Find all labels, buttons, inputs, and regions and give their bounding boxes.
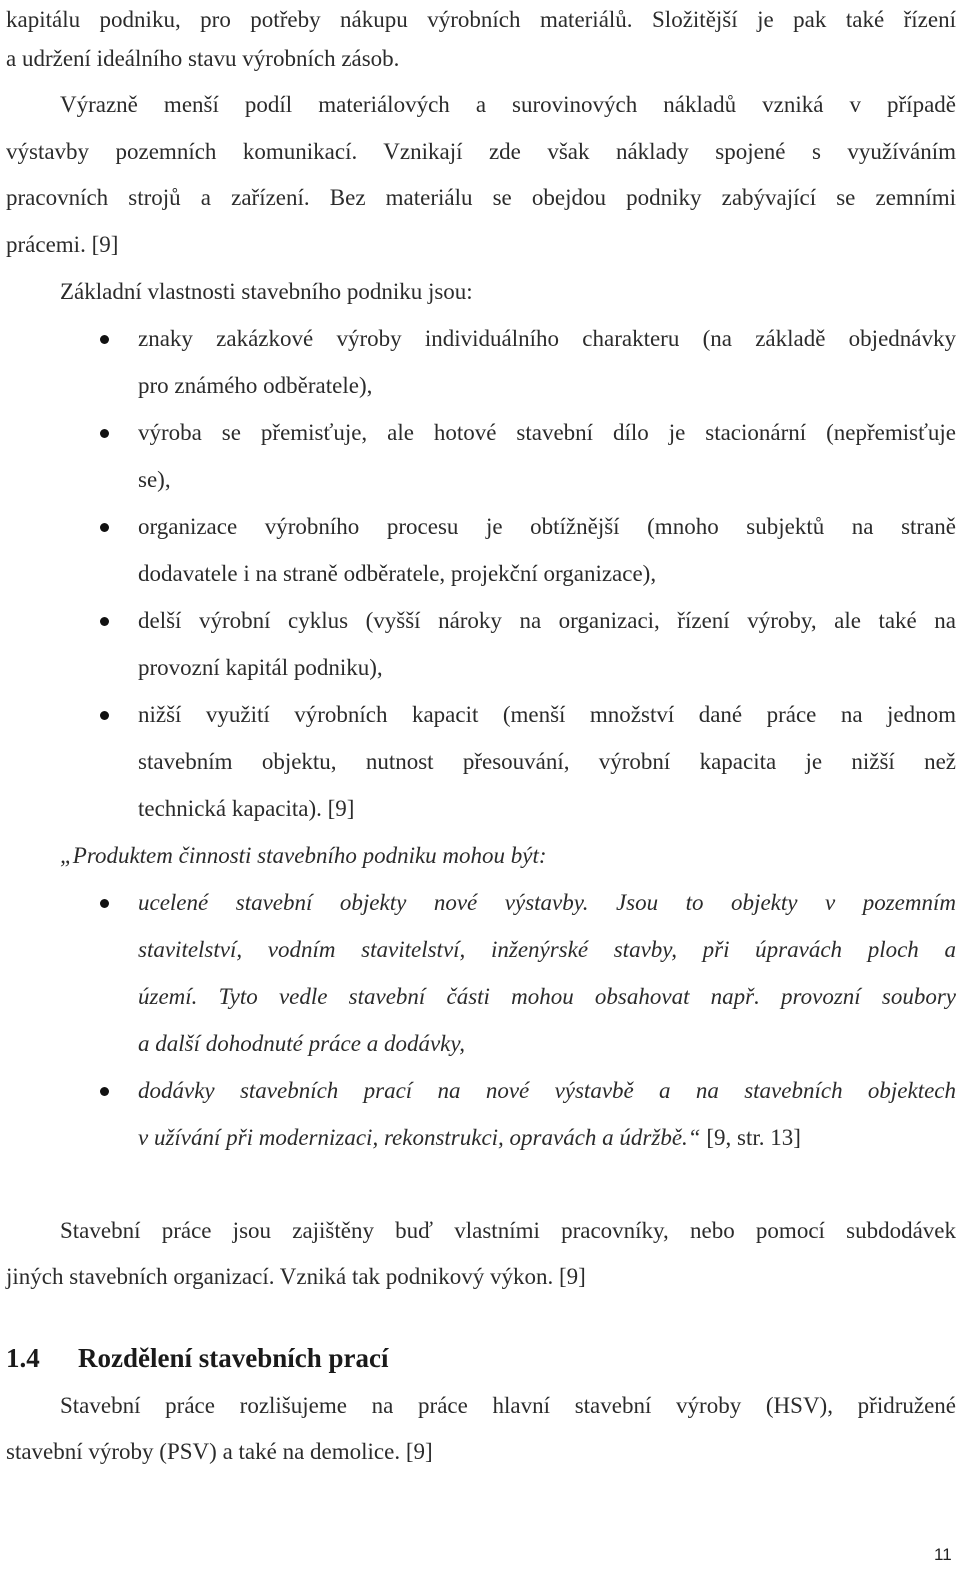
text-line: pracovních strojů a zařízení. Bez materiálu se obejdou podniky zabývající se zemními: [6, 185, 956, 210]
list-item-line: technická kapacita). [9]: [138, 796, 355, 821]
list-item-line: a další dohodnuté práce a dodávky,: [138, 1031, 466, 1056]
bullet-icon: [100, 429, 109, 438]
bullet-icon: [100, 335, 109, 344]
text-line: a udržení ideálního stavu výrobních zásob.: [6, 46, 400, 71]
text-line: Stavební práce rozlišujeme na práce hlavní stavební výroby (HSV), přidružené: [60, 1393, 956, 1418]
section-title: Rozdělení stavebních prací: [78, 1343, 389, 1373]
text-line: výstavby pozemních komunikací. Vznikají zde však náklady spojené s využíváním: [6, 139, 956, 164]
page-number: 11: [934, 1545, 952, 1564]
citation: [9, str. 13]: [700, 1125, 801, 1150]
list-item-line: se),: [138, 467, 171, 492]
section-heading: [6, 1341, 389, 1375]
bullet-icon: [100, 711, 109, 720]
list-item-line: znaky zakázkové výroby individuálního charakteru (na základě objednávky: [138, 326, 956, 351]
text-line: kapitálu podniku, pro potřeby nákupu výrobních materiálů. Složitější je pak také řízení: [6, 7, 956, 32]
list-item-line: delší výrobní cyklus (vyšší nároky na organizaci, řízení výroby, ale také na: [138, 608, 956, 633]
quote-intro: „Produktem činnosti stavebního podniku mohou být:: [60, 843, 547, 868]
bullet-icon: [100, 899, 109, 908]
quote-end: v užívání při modernizaci, rekonstrukci, opravách a údržbě.“: [138, 1125, 701, 1150]
bullet-icon: [100, 1087, 109, 1096]
list-item-line: organizace výrobního procesu je obtížnější (mnoho subjektů na straně: [138, 514, 956, 539]
list-item-line: provozní kapitál podniku),: [138, 655, 383, 680]
bullet-icon: [100, 523, 109, 532]
list-item-line: stavitelství, vodním stavitelství, inženýrské stavby, při úpravách ploch a: [138, 937, 956, 962]
text-line: prácemi. [9]: [6, 232, 119, 257]
text-line: stavební výroby (PSV) a také na demolice. [9]: [6, 1439, 433, 1464]
section-number: 1.4: [6, 1343, 40, 1373]
text-line: Výrazně menší podíl materiálových a surovinových nákladů vzniká v případě: [60, 92, 956, 117]
list-item-line: dodávky stavebních prací na nové výstavbě a na stavebních objektech: [138, 1078, 956, 1103]
list-item-line: [138, 1123, 956, 1153]
bullet-icon: [100, 617, 109, 626]
list-item-line: výroba se přemisťuje, ale hotové stavební dílo je stacionární (nepřemisťuje: [138, 420, 956, 445]
list-item-line: nižší využití výrobních kapacit (menší množství dané práce na jednom: [138, 702, 956, 727]
list-item-line: území. Tyto vedle stavební části mohou obsahovat např. provozní soubory: [138, 984, 956, 1009]
list-item-line: pro známého odběratele),: [138, 373, 373, 398]
list-item-line: ucelené stavební objekty nové výstavby. Jsou to objekty v pozemním: [138, 890, 956, 915]
text-line: Stavební práce jsou zajištěny buď vlastními pracovníky, nebo pomocí subdodávek: [60, 1218, 956, 1243]
text-line: jiných stavebních organizací. Vzniká tak podnikový výkon. [9]: [6, 1264, 586, 1289]
list-item-line: dodavatele i na straně odběratele, projekční organizace),: [138, 561, 657, 586]
text-line: Základní vlastnosti stavebního podniku jsou:: [60, 279, 473, 304]
list-item-line: stavebním objektu, nutnost přesouvání, výrobní kapacita je nižší než: [138, 749, 956, 774]
